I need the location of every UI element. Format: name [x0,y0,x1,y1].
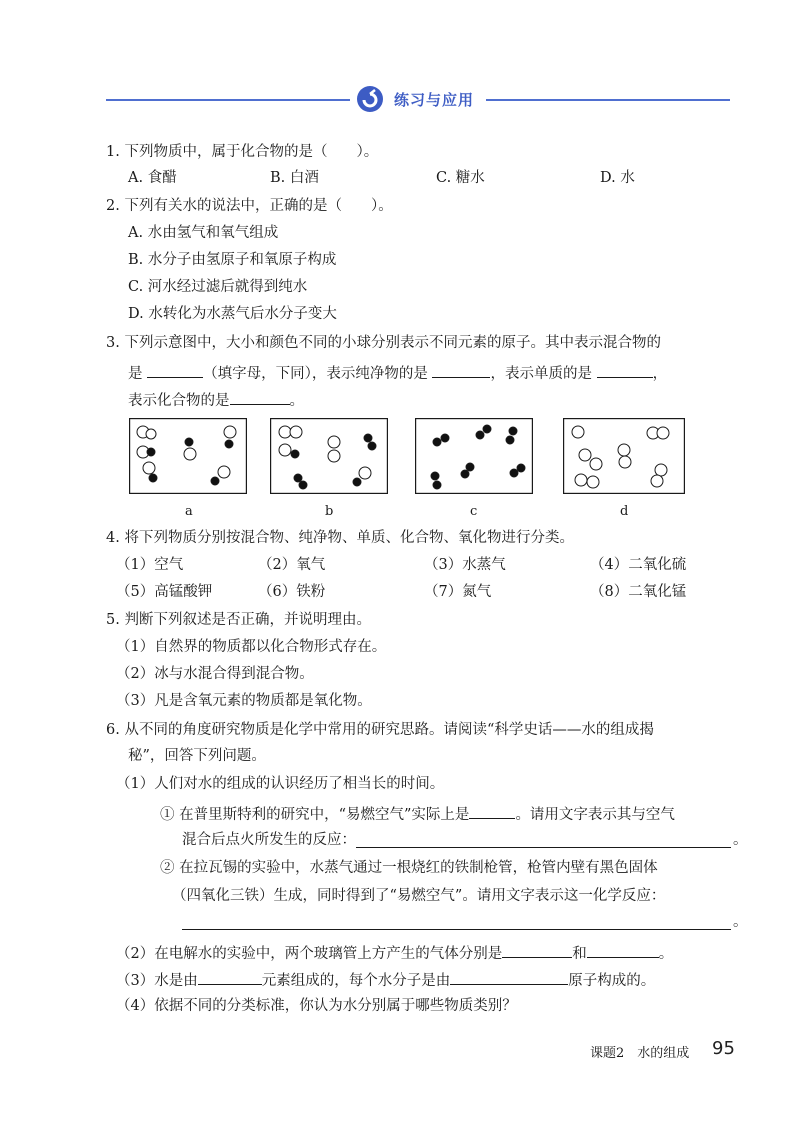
header-rule-right [486,99,730,101]
q3-text: ，表示单质的是 [490,366,592,382]
q5-item: （2）冰与水混合得到混合物。 [116,666,314,682]
q1-option-b: B. 白酒 [270,170,319,186]
page-number: 95 [712,1038,735,1059]
q3-text: ， [652,366,668,382]
q6-part1a-line1 [160,802,675,825]
q6-gas1-blank[interactable] [502,941,572,958]
q6-text: （3）水是由 [116,973,198,989]
diagram-label-b: b [325,504,334,519]
q1-stem: 1. 下列物质中，属于化合物的是（ ）。 [106,144,379,160]
q3-text: （填字母，下同），表示纯净物的是 [203,366,428,382]
q3-text: 是 [128,366,143,382]
q6-element-blank[interactable] [198,968,262,985]
q6-reaction2-answer-line[interactable] [182,929,731,930]
diagram-b [270,418,388,494]
q6-text: 。请用文字表示其与空气 [515,807,675,823]
q5-item: （3）凡是含氧元素的物质都是氧化物。 [116,693,372,709]
q2-option-a: A. 水由氢气和氧气组成 [128,225,279,241]
q3-pure-blank[interactable] [432,361,490,378]
diagram-label-d: d [620,504,629,519]
diagram-label-a: a [185,504,193,519]
q6-text: 和 [572,946,587,962]
q4-item: （7）氮气 [424,584,492,600]
q4-item: （2）氧气 [258,557,326,573]
q6-text: （2）在电解水的实验中，两个玻璃管上方产生的气体分别是 [116,946,503,962]
q6-line1: 6. 从不同的角度研究物质是化学中常用的研究思路。请阅读“科学史话——水的组成揭 [106,722,654,738]
footer-section: 课题2 水的组成 [590,1046,690,1061]
q1-option-a: A. 食醋 [128,170,177,186]
q2-option-b: B. 水分子由氢原子和氧原子构成 [128,252,337,268]
q2-stem: 2. 下列有关水的说法中，正确的是（ ）。 [106,198,393,214]
q4-item: （1）空气 [116,557,184,573]
section-title: 练习与应用 [394,91,475,109]
diagram-label-c: c [470,504,478,519]
q6-text: 原子构成的。 [568,973,656,989]
q6-gas-blank[interactable] [469,802,515,819]
q3-compound-blank[interactable] [230,388,290,405]
q6-atom-blank[interactable] [450,968,568,985]
q2-option-d: D. 水转化为水蒸气后水分子变大 [128,306,337,322]
q1-option-c: C. 糖水 [436,170,485,186]
diagram-a [129,418,247,494]
q2-option-c: C. 河水经过滤后就得到纯水 [128,279,308,295]
q3-text: 。 [289,393,304,409]
q6-text: 元素组成的，每个水分子是由 [261,973,451,989]
q5-stem: 5. 判断下列叙述是否正确，并说明理由。 [106,612,371,628]
q4-item: （4）二氧化硫 [590,557,687,573]
q6-line2: 秘”，回答下列问题。 [128,748,266,764]
q6-part1b-line2: （四氧化三铁）生成，同时得到了“易燃空气”。请用文字表示这一化学反应： [172,888,666,904]
q6-part3 [116,968,655,991]
q6-part2 [116,941,673,964]
q3-line1: 3. 下列示意图中，大小和颜色不同的小球分别表示不同元素的原子。其中表示混合物的 [106,335,661,351]
q3-line2 [128,361,667,384]
q6-part1b-line1: ② 在拉瓦锡的实验中，水蒸气通过一根烧红的铁制枪管，枪管内壁有黑色固体 [160,860,658,876]
q6-period: 。 [733,832,748,848]
q6-reaction1-answer-line[interactable] [356,847,731,848]
q6-gas2-blank[interactable] [587,941,659,958]
q6-part1: （1）人们对水的组成的认识经历了相当长的时间。 [116,776,445,792]
q1-option-d: D. 水 [600,170,635,186]
q3-line3 [128,388,304,411]
q3-mixture-blank[interactable] [147,361,203,378]
diagram-d [563,418,685,494]
q4-item: （6）铁粉 [258,584,326,600]
q6-part4: （4）依据不同的分类标准，你认为水分别属于哪些物质类别？ [116,998,517,1014]
q6-text: 。 [658,946,674,962]
exercise-icon [356,85,384,113]
q6-period: 。 [733,914,748,930]
q5-item: （1）自然界的物质都以化合物形式存在。 [116,639,387,655]
q6-part1a-line2: 混合后点火所发生的反应： [182,832,356,848]
q3-element-blank[interactable] [597,361,653,378]
diagram-c [415,418,533,494]
q4-stem: 4. 将下列物质分别按混合物、纯净物、单质、化合物、氧化物进行分类。 [106,530,574,546]
q4-item: （8）二氧化锰 [590,584,687,600]
q4-item: （5）高锰酸钾 [116,584,213,600]
header-rule-left [106,99,350,101]
q3-text: 表示化合物的是 [128,393,230,409]
q4-item: （3）水蒸气 [424,557,506,573]
q6-text: ① 在普里斯特利的研究中，“易燃空气”实际上是 [160,807,470,823]
